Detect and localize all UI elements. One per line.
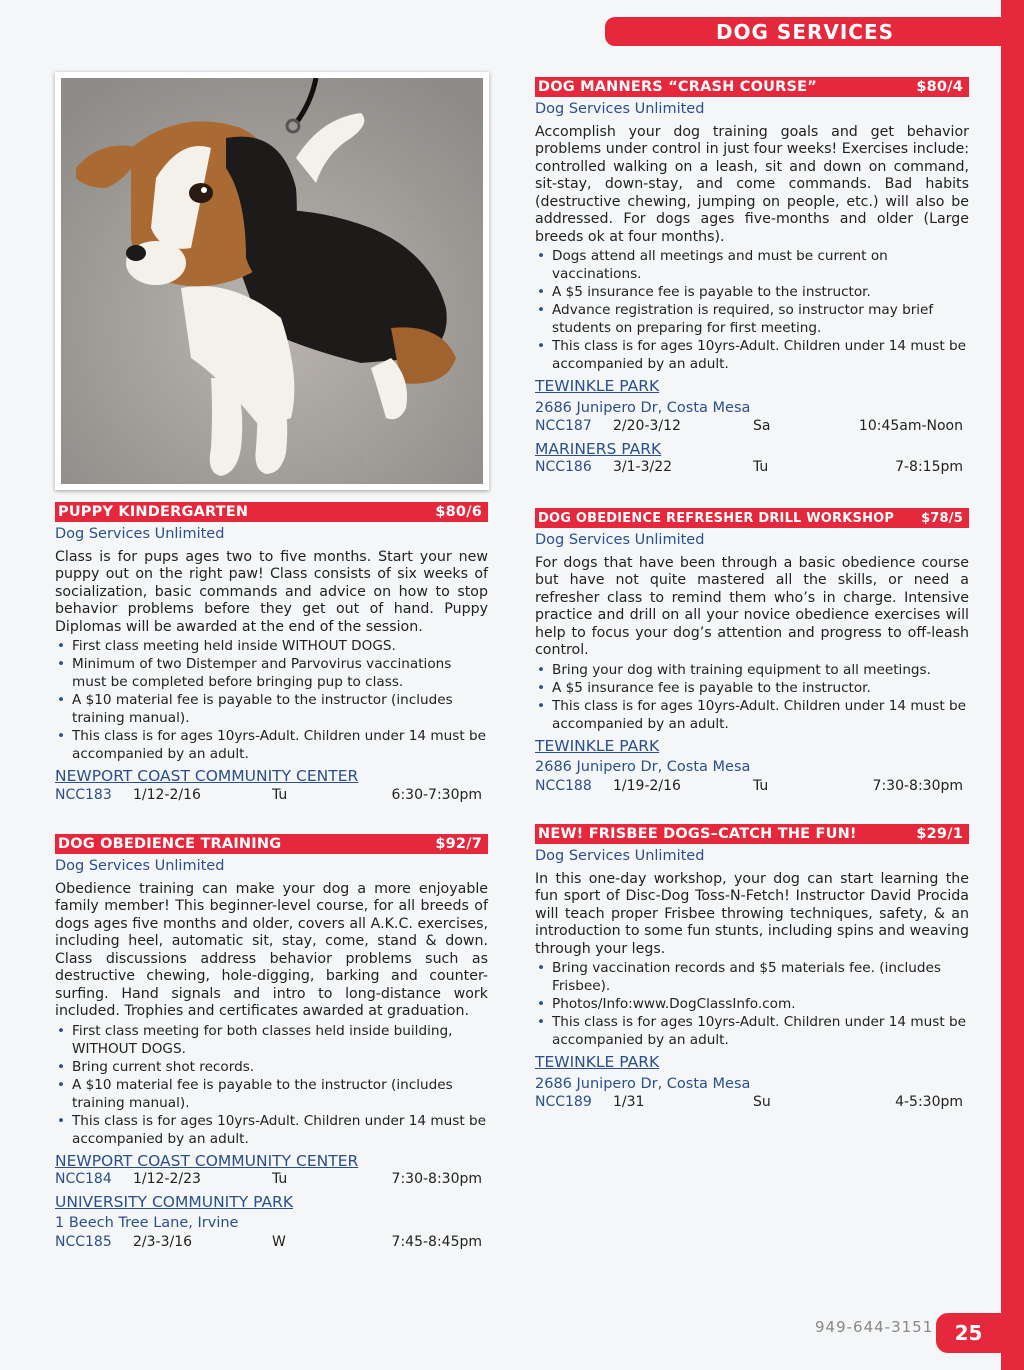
footer-phone: 949-644-3151	[815, 1318, 934, 1336]
session-day: W	[272, 1233, 286, 1250]
location-link[interactable]: TEWINKLE PARK	[535, 736, 660, 755]
note-item: • Bring vaccination records and $5 materials fee. (includes Frisbee).	[535, 959, 969, 995]
course-title: NEW! FRISBEE DOGS–CATCH THE FUN!	[538, 826, 857, 842]
note-item: • This class is for ages 10yrs-Adult. Children under 14 must be accompanied by an adult.	[535, 337, 969, 373]
course-title: PUPPY KINDERGARTEN	[58, 504, 249, 520]
course-provider: Dog Services Unlimited	[55, 858, 225, 874]
location-link[interactable]: TEWINKLE PARK	[535, 1053, 660, 1071]
session-row	[535, 459, 969, 477]
course-description: In this one-day workshop, your dog can start learning the fun sport of Disc-Dog Toss-N-Fetch! Instructor David Procida will teach proper Frisbee throwing techniques, safety, & an introduction to some fun stunts, including spins and weaving through your legs.	[535, 870, 969, 957]
session-time: 7:30-8:30pm	[391, 1171, 482, 1187]
course-title: DOG OBEDIENCE REFRESHER DRILL WORKSHOP	[538, 511, 895, 526]
session-time: 7:45-8:45pm	[391, 1233, 482, 1250]
session-code: NCC188	[535, 777, 592, 794]
location-link[interactable]: NEWPORT COAST COMMUNITY CENTER	[55, 767, 359, 785]
session-dates: 2/3-3/16	[133, 1233, 193, 1250]
course-header	[535, 77, 969, 97]
course-description: Accomplish your dog training goals and get behavior problems under control in just four weeks! Exercises include: controlled walking on a leash, sit and down on command, sit-stay, down-stay, and come commands. Bad habits (destructive chewing, jumping on people, etc.) will also be addressed. For dogs ages five-months and older (Large breeds ok at four months).	[535, 123, 969, 245]
session-code: NCC187	[535, 418, 592, 434]
course-price: $80/4	[916, 79, 963, 95]
course-provider: Dog Services Unlimited	[55, 526, 225, 542]
session-day: Su	[753, 1094, 771, 1110]
session-code: NCC183	[55, 786, 112, 803]
course-description: Obedience training can make your dog a more enjoyable family member! This beginner-level course, for all breeds of dogs ages five months and older, covers all A.K.C. exercises, including heel, automatic sit, stay, come, stand & down. Class discussions address behavior problems such as destructive chewing, hole-digging, barking and counter-surfing. Hand signals and intro to long-distance work included. Trophies and certificates awarded at graduation.	[55, 880, 488, 1019]
location-address: 2686 Junipero Dr, Costa Mesa	[535, 759, 751, 775]
beagle-puppy-photo	[55, 72, 489, 490]
course-puppy-kindergarten	[55, 502, 488, 804]
note-item: • A $5 insurance fee is payable to the instructor.	[535, 679, 969, 697]
course-notes	[535, 247, 969, 373]
session-day: Tu	[753, 459, 769, 475]
course-price: $80/6	[435, 504, 482, 520]
note-item: • This class is for ages 10yrs-Adult. Children under 14 must be accompanied by an adult.	[535, 697, 969, 733]
session-dates: 3/1-3/22	[613, 459, 673, 475]
course-notes	[55, 637, 488, 763]
session-day: Sa	[753, 418, 771, 434]
note-item: • A $5 insurance fee is payable to the instructor.	[535, 283, 969, 301]
course-price: $29/1	[916, 826, 963, 842]
note-item: • This class is for ages 10yrs-Adult. Children under 14 must be accompanied by an adult.	[55, 1112, 488, 1148]
session-time: 7-8:15pm	[895, 459, 963, 475]
location-link[interactable]: TEWINKLE PARK	[535, 377, 660, 395]
session-row	[535, 778, 969, 796]
location-address: 1 Beech Tree Lane, Irvine	[55, 1215, 239, 1231]
course-description: For dogs that have been through a basic obedience course but have not quite mastered all the skills, or need a refresher class to remind them who’s in charge. Intensive practice and drill on all your novice obedience exercises will help to focus your dog’s attention and progress to off-leash control.	[535, 554, 969, 658]
note-item: • This class is for ages 10yrs-Adult. Children under 14 must be accompanied by an adult.	[535, 1013, 969, 1049]
session-dates: 2/20-3/12	[613, 418, 681, 434]
note-item: • This class is for ages 10yrs-Adult. Children under 14 must be accompanied by an adult.	[55, 727, 488, 763]
session-row	[55, 1234, 488, 1252]
course-frisbee-dogs	[535, 824, 969, 1112]
course-price: $92/7	[435, 836, 482, 852]
note-item: • Bring current shot records.	[55, 1058, 488, 1076]
session-code: NCC186	[535, 459, 592, 475]
session-time: 7:30-8:30pm	[872, 777, 963, 794]
course-notes	[535, 959, 969, 1049]
session-dates: 1/31	[613, 1094, 645, 1110]
session-row	[535, 418, 969, 436]
location-link[interactable]: MARINERS PARK	[535, 439, 662, 458]
course-obedience-refresher-drill	[535, 508, 969, 795]
note-item: • First class meeting for both classes held inside building, WITHOUT DOGS.	[55, 1022, 488, 1058]
session-code: NCC184	[55, 1171, 112, 1187]
puppy-image	[61, 78, 483, 484]
session-row	[55, 1171, 488, 1189]
course-header	[55, 834, 488, 854]
location-address: 2686 Junipero Dr, Costa Mesa	[535, 1075, 751, 1092]
page-number: 25	[936, 1313, 1001, 1353]
course-provider: Dog Services Unlimited	[535, 101, 705, 117]
course-header	[535, 824, 969, 844]
session-dates: 1/12-2/23	[133, 1171, 201, 1187]
session-day: Tu	[272, 786, 288, 803]
course-dog-obedience-training	[55, 834, 488, 1251]
section-title: DOG SERVICES	[605, 17, 1005, 46]
course-provider: Dog Services Unlimited	[535, 848, 705, 864]
session-dates: 1/19-2/16	[613, 777, 681, 794]
session-time: 6:30-7:30pm	[391, 786, 482, 803]
page-edge-bar	[1001, 0, 1024, 1370]
note-item: • A $10 material fee is payable to the instructor (includes training manual).	[55, 691, 488, 727]
session-day: Tu	[272, 1171, 288, 1187]
session-row	[535, 1094, 969, 1112]
session-code: NCC189	[535, 1094, 592, 1110]
session-row	[55, 787, 488, 805]
note-item: • Bring your dog with training equipment to all meetings.	[535, 661, 969, 679]
session-day: Tu	[753, 777, 769, 794]
course-title: DOG MANNERS “CRASH COURSE”	[538, 79, 817, 95]
course-title: DOG OBEDIENCE TRAINING	[58, 836, 282, 852]
note-item: • Minimum of two Distemper and Parvovirus vaccinations must be completed before bringing pup to class.	[55, 655, 488, 691]
session-time: 4-5:30pm	[895, 1094, 963, 1110]
course-header	[55, 502, 488, 522]
location-address: 2686 Junipero Dr, Costa Mesa	[535, 399, 751, 416]
note-item: • Dogs attend all meetings and must be current on vaccinations.	[535, 247, 969, 283]
course-dog-manners-crash-course	[535, 77, 969, 477]
course-header	[535, 508, 969, 528]
course-price: $78/5	[921, 511, 963, 526]
location-link[interactable]: NEWPORT COAST COMMUNITY CENTER	[55, 1151, 359, 1170]
session-code: NCC185	[55, 1233, 112, 1250]
location-link[interactable]: UNIVERSITY COMMUNITY PARK	[55, 1192, 293, 1211]
course-description: Class is for pups ages two to five months. Start your new puppy out on the right paw! Class consists of six weeks of socialization, basic commands and advice on how to stop behavior problems before they get out of hand. Puppy Diplomas will be awarded at the end of the session.	[55, 548, 488, 635]
note-item: • Photos/Info:www.DogClassInfo.com.	[535, 995, 969, 1013]
session-time: 10:45am-Noon	[858, 418, 963, 434]
session-dates: 1/12-2/16	[133, 786, 201, 803]
note-item: • Advance registration is required, so instructor may brief students on preparing for first meeting.	[535, 301, 969, 337]
course-notes	[55, 1022, 488, 1148]
course-notes	[535, 661, 969, 733]
note-item: • A $10 material fee is payable to the instructor (includes training manual).	[55, 1076, 488, 1112]
course-provider: Dog Services Unlimited	[535, 532, 705, 548]
note-item: • First class meeting held inside WITHOUT DOGS.	[55, 637, 488, 655]
